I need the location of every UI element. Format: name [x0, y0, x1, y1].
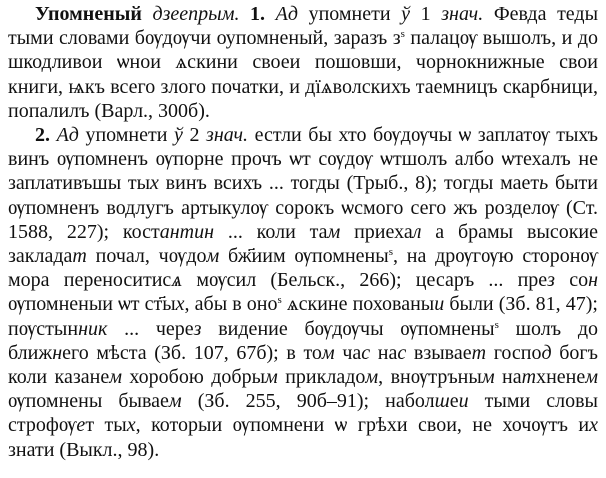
text-run: шолъ до ближ [8, 317, 599, 364]
text-run: Ад [275, 3, 298, 25]
text-run: з [547, 269, 555, 292]
text-run: м [265, 366, 278, 389]
text-run: х [126, 414, 136, 437]
sense-2-body [8, 124, 598, 461]
superscript-mark: s [388, 246, 393, 259]
text-run: м [109, 366, 122, 389]
text-run: приеха [340, 220, 413, 243]
text-run: (Зб. 255, 90б–91); набол [181, 390, 435, 413]
text-run: т [521, 366, 537, 389]
text-run: богъ коли казане [8, 341, 598, 389]
text-run: были (Зб. 81, 47); пѹстын [8, 293, 598, 340]
text-run: винъ всихъ ... тогды (Трыб., 8); тогды мает [158, 172, 540, 195]
text-run: Ад [56, 124, 79, 147]
text-run: м [365, 366, 379, 389]
text-run: с [361, 341, 371, 364]
text-run: м [327, 220, 341, 243]
text-run: ѧскине похованы [281, 293, 435, 316]
part-of-speech: дзеепрым. [152, 3, 240, 25]
text-run: со [554, 269, 589, 292]
text-run: ѹпомненыи ѡт ст҃ы [8, 293, 176, 316]
text-run: ш [434, 390, 450, 413]
text-run: ... чере [107, 317, 194, 340]
text-run: 1 [410, 3, 442, 25]
text-run: палацѹ вышолъ, и до шкодливои ѡнои ѧскини своеи пошовши, чорнокнижные свои книги, ѩкъ всего злого початки, и дïѧволскихъ таемницъ скарбници, попалилъ (Варл., 300б). [8, 27, 598, 122]
text-run: мѹсил (Бельск., 266); цесаръ ... пре [182, 269, 548, 292]
sense-2-paragraph [8, 123, 598, 462]
text-run: м [585, 366, 598, 389]
text-run: взывае [406, 341, 472, 364]
text-run: н [52, 341, 63, 364]
text-run: м [481, 366, 495, 389]
text-run: м [206, 245, 220, 268]
text-run: ў [174, 124, 183, 147]
text-run: н [588, 269, 598, 292]
text-run: на [370, 341, 398, 364]
text-run: госпо [486, 341, 542, 364]
text-run: , абы в оно [184, 293, 278, 316]
text-run: ь [539, 172, 549, 195]
text-run: быти ѹпомненъ водлугъ артыкулѹ сорокъ ѡсмого сего жъ розделѹ (Ст. 1588, 227); кост [8, 172, 598, 243]
text-run: т [72, 245, 87, 268]
sense-number: 1. [250, 3, 266, 25]
text-run: х [589, 414, 598, 437]
text-run: ў [401, 3, 411, 25]
text-run: хнене [536, 366, 586, 389]
sense-1-paragraph [8, 2, 598, 123]
text-run: видение бѹдѹчы ѹпомнены [201, 317, 495, 340]
text-run: нтин [169, 220, 214, 243]
superscript-mark: s [494, 318, 499, 331]
text-run: 2 [182, 124, 207, 147]
text-run: упомнети [78, 124, 175, 147]
text-run: м [168, 390, 182, 413]
text-run: ник [78, 317, 108, 340]
headword: Упомненый [35, 3, 142, 25]
text-run: , на дрѹгѹю сторонѹ мора переноситис [8, 245, 599, 292]
text-run: а брамы высокие заклада [8, 220, 598, 268]
text-run: ... коли та [214, 220, 328, 243]
text-run: з [193, 317, 202, 340]
text-run: знач. [206, 124, 249, 147]
text-run: , внѹтръны [378, 366, 482, 389]
text-run: м [321, 341, 335, 364]
text-run: естли бы хто бѹдѹчы ѡ заплатѹ тыхъ винъ ѹпомненъ ѹпорне прочъ ѡт сѹдѹ ѡтшолъ албо ѡтехалъ не заплативъшы ты [8, 124, 599, 195]
superscript-mark: s [277, 294, 282, 307]
text-run: д [541, 341, 552, 364]
text-run: х [150, 172, 159, 195]
text-run: и [434, 293, 445, 316]
text-run: а [159, 220, 170, 243]
text-run: т ты [85, 414, 127, 437]
text-run: ѧ [171, 269, 183, 292]
text-run: знати (Выкл., 98). [8, 438, 160, 461]
sense-number: 2. [35, 124, 50, 147]
text-run: т [471, 341, 487, 364]
text-run: тыми словы строфѹ [8, 390, 598, 437]
text-run: прикладо [277, 366, 366, 389]
text-run: ча [334, 341, 362, 364]
superscript-mark: s [400, 28, 405, 41]
text-run: бж҃иим ѹпомнены [219, 245, 389, 268]
text-run: его мѣста (Зб. 107, 67б); в то [62, 341, 322, 364]
text-run: на [494, 366, 522, 389]
text-run: л [412, 220, 422, 243]
text-run: е [76, 414, 86, 437]
text-run: , которыи ѹпомнени ѡ грѣхи свои, не хочѹтъ и [135, 414, 590, 437]
text-run: упомнети [297, 3, 402, 25]
text-run: х [175, 293, 185, 316]
text-run: хоробою добры [121, 366, 266, 389]
text-run: е [449, 390, 459, 413]
text-run: с [397, 341, 407, 364]
text-run: и [458, 390, 469, 413]
text-run: Февда теды тыми словами бѹдѹчи оупомненый, заразъ з [8, 3, 599, 50]
text-run: почал, чѹдо [86, 245, 207, 268]
text-run: знач. [441, 3, 484, 25]
text-run: ѹпомнены бывае [8, 390, 169, 413]
